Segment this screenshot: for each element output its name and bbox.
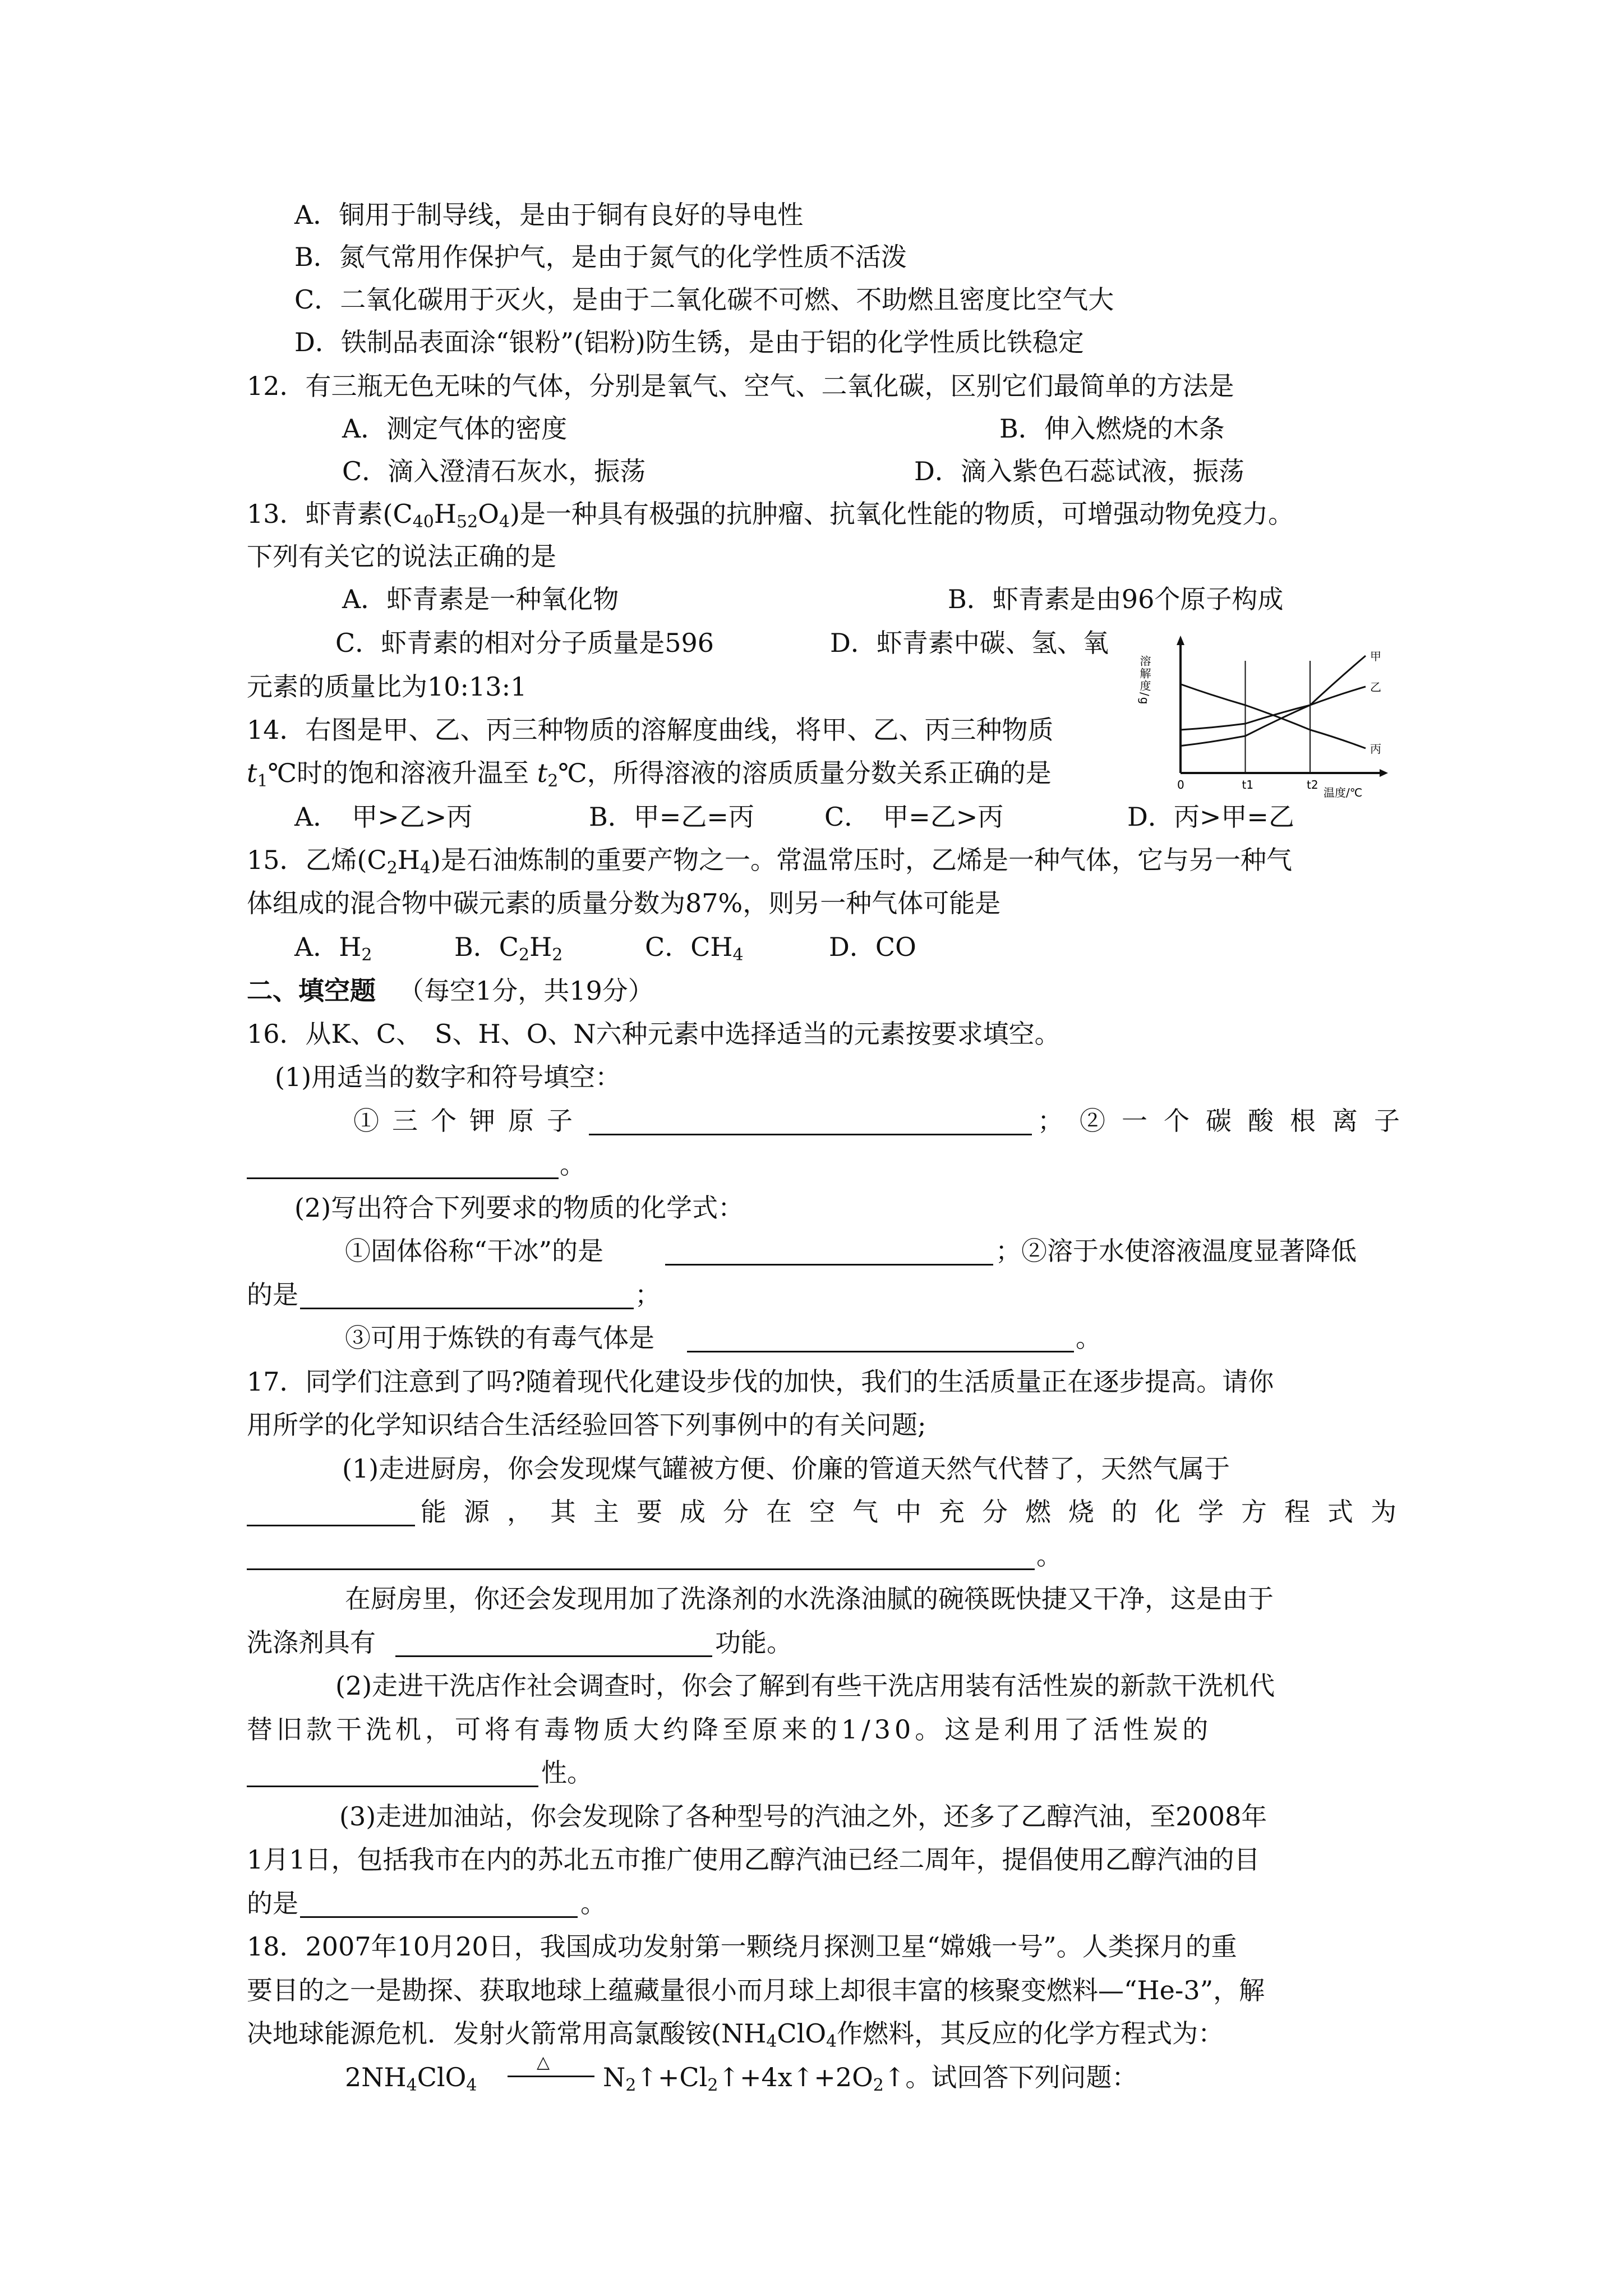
q12-option-b: B．伸入燃烧的木条 — [999, 413, 1225, 444]
q15-option-c: C．$CH_4$ — [645, 932, 744, 965]
q16-part2-a: ①固体俗称“干冰”的是 — [345, 1236, 604, 1266]
q16-blank-4[interactable] — [300, 1282, 634, 1309]
q18-equation-right: $N_2↑+Cl_2↑+4x↑+2O_2↑$。试回答下列问题： — [603, 2062, 1138, 2095]
chart-ylabel: 溶解度/g — [1138, 655, 1151, 706]
q13-option-b: B．虾青素是由96个原子构成 — [948, 584, 1284, 614]
chart-x-tick: 0 — [1177, 778, 1184, 792]
q17-part1-end: 。 — [1036, 1540, 1062, 1571]
q14-option-a: A． 甲>乙>丙 — [294, 802, 473, 832]
q17-blank-4[interactable] — [247, 1760, 538, 1787]
q14-option-b: B．甲=乙=丙 — [589, 802, 754, 832]
chart-x-tick: t1 — [1242, 778, 1254, 792]
q14-stem-2: $t_1℃$时的饱和溶液升温至 $t_2℃$，所得溶液的溶质质量分数关系正确的是 — [247, 758, 1052, 791]
q11-option-d: D．铁制品表面涂“银粉”(铝粉)防生锈，是由于铝的化学性质比铁稳定 — [294, 327, 1084, 357]
q18-equation-arrow — [508, 2053, 594, 2087]
q16-part2-b2-end: ； — [635, 1280, 661, 1310]
q16-blank-2[interactable] — [247, 1152, 559, 1179]
section-2-note: （每空1分，共19分） — [398, 976, 654, 1006]
q17-part1-b: 能源，其主要成分在空气中充分燃烧的化学方程式为 — [421, 1497, 1414, 1527]
q16-stem: 16．从K、C、 S、H、O、N六种元素中选择适当的元素按要求填空。 — [247, 1019, 1061, 1049]
q12-stem: 12．有三瓶无色无味的气体，分别是氧气、空气、二氧化碳，区别它们最简单的方法是 — [247, 371, 1234, 401]
q16-part2-b: ；②溶于水使溶液温度显著降低 — [995, 1236, 1357, 1266]
q16-part2-b2: 的是 — [247, 1280, 298, 1310]
q15-stem-2: 体组成的混合物中碳元素的质量分数为87%，则另一种气体可能是 — [247, 888, 1001, 918]
chart-axes — [1177, 636, 1388, 777]
section-2-heading — [247, 975, 654, 1009]
chart-series-label: 乙 — [1370, 680, 1381, 694]
q17-part1-c: 在厨房里，你还会发现用加了洗涤剂的水洗涤油腻的碗筷既快捷又干净，这是由于 — [345, 1584, 1274, 1614]
q17-blank-2[interactable] — [247, 1543, 1035, 1570]
q16-part2-c-end: 。 — [1076, 1323, 1101, 1353]
q13-option-d-cont: 元素的质量比为10:13:1 — [247, 671, 527, 702]
q14-option-c: C． 甲=乙>丙 — [824, 802, 1004, 832]
q16-part2-c: ③可用于炼铁的有毒气体是 — [345, 1323, 654, 1353]
q13-option-a: A．虾青素是一种氧化物 — [342, 584, 619, 614]
q17-part2: (2)走进干洗店作社会调查时，你会了解到有些干洗店用装有活性炭的新款干洗机代 — [335, 1671, 1275, 1701]
q13-stem: 13．虾青素$(C_{40}H_{52}O_4)$是一种具有极强的抗肿瘤、抗氧化性能的物质，可增强动物免疫力。 — [247, 499, 1294, 532]
q17-part3-end: 。 — [580, 1888, 606, 1918]
q17-part3: (3)走进加油站，你会发现除了各种型号的汽油之外，还多了乙醇汽油，至2008年 — [339, 1801, 1267, 1832]
q14-option-d: D．丙>甲=乙 — [1127, 802, 1294, 832]
q18-stem-3: 决地球能源危机．发射火箭常用高氯酸铵($NH_4ClO_4$作燃料，其反应的化学方程式为： — [247, 2018, 1224, 2051]
chart-series-label: 丙 — [1370, 742, 1381, 756]
q17-blank-5[interactable] — [300, 1890, 578, 1918]
q11-option-c: C．二氧化碳用于灭火，是由于二氧化碳不可燃、不助燃且密度比空气大 — [294, 284, 1114, 315]
chart-x-tick: t2 — [1307, 778, 1318, 792]
q17-part1: (1)走进厨房，你会发现煤气罐被方便、价廉的管道天然气代替了，天然气属于 — [342, 1453, 1230, 1484]
q16-part1: (1)用适当的数字和符号填空： — [275, 1062, 621, 1092]
q12-option-d: D．滴入紫色石蕊试液，振荡 — [914, 456, 1244, 486]
q18-stem: 18．2007年10月20日，我国成功发射第一颗绕月探测卫星“嫦娥一号”。人类探月的重 — [247, 1931, 1237, 1962]
chart-series-label: 甲 — [1370, 650, 1381, 663]
solubility-chart — [1138, 633, 1388, 801]
q17-part2-end: 性。 — [541, 1757, 593, 1788]
q16-part1-b: ；②一个碳酸根离子 — [1038, 1106, 1416, 1136]
chart-series-line — [1181, 684, 1366, 748]
q17-stem: 17．同学们注意到了吗?随着现代化建设步伐的加快，我们的生活质量正在逐步提高。请你 — [247, 1366, 1274, 1397]
q14-stem: 14．右图是甲、乙、丙三种物质的溶解度曲线，将甲、乙、丙三种物质 — [247, 715, 1054, 745]
q15-stem: 15．乙烯$(C_2H_4)$是石油炼制的重要产物之一。常温常压时，乙烯是一种气体，它与另一种气 — [247, 845, 1292, 878]
q13-stem-2: 下列有关它的说法正确的是 — [247, 541, 556, 572]
q17-blank-1[interactable] — [247, 1499, 415, 1526]
q15-option-b: B．$C_2H_2$ — [454, 932, 563, 965]
q13-option-c: C．虾青素的相对分子质量是596 — [335, 628, 714, 658]
q15-option-d: D．CO — [829, 932, 916, 962]
q17-part2-b: 替旧款干洗机，可将有毒物质大约降至原来的1/30。这是利用了活性炭的 — [247, 1714, 1212, 1745]
q18-stem-2: 要目的之一是勘探、获取地球上蕴藏量很小而月球上却很丰富的核聚变燃料—“He-3”，解 — [247, 1975, 1265, 2005]
q16-part1-end: 。 — [560, 1149, 585, 1180]
q12-option-a: A．测定气体的密度 — [342, 413, 568, 444]
q13-option-d: D．虾青素中碳、氢、氧 — [830, 628, 1109, 658]
q17-part1-d-end: 功能。 — [715, 1627, 792, 1658]
q17-part3-c: 的是 — [247, 1888, 298, 1918]
q16-blank-5[interactable] — [687, 1325, 1074, 1352]
heat-condition-icon: △ — [537, 2053, 550, 2072]
q17-part3-b: 1月1日，包括我市在内的苏北五市推广使用乙醇汽油已经二周年，提倡使用乙醇汽油的目 — [247, 1844, 1260, 1875]
q12-option-c: C．滴入澄清石灰水，振荡 — [342, 456, 646, 486]
q17-blank-3[interactable] — [395, 1630, 712, 1657]
q17-part1-d: 洗涤剂具有 — [247, 1627, 376, 1658]
q18-equation-left: $2NH_4ClO_4$ — [345, 2062, 477, 2095]
q16-blank-3[interactable] — [665, 1238, 993, 1266]
q11-option-a: A．铜用于制导线，是由于铜有良好的导电性 — [294, 200, 804, 230]
q16-blank-1[interactable] — [589, 1108, 1032, 1135]
q11-option-b: B．氮气常用作保护气，是由于氮气的化学性质不活泼 — [294, 242, 907, 272]
q16-part1-a: ①三个钾原子 — [353, 1106, 585, 1136]
q17-stem-2: 用所学的化学知识结合生活经验回答下列事例中的有关问题; — [247, 1410, 926, 1440]
q15-option-a: A．$H_2$ — [294, 932, 372, 965]
q16-part2: (2)写出符合下列要求的物质的化学式： — [294, 1193, 744, 1223]
section-2-title: 二、填空题 — [247, 976, 376, 1006]
chart-series-line — [1181, 656, 1366, 746]
chart-xlabel: 温度/℃ — [1324, 786, 1363, 799]
